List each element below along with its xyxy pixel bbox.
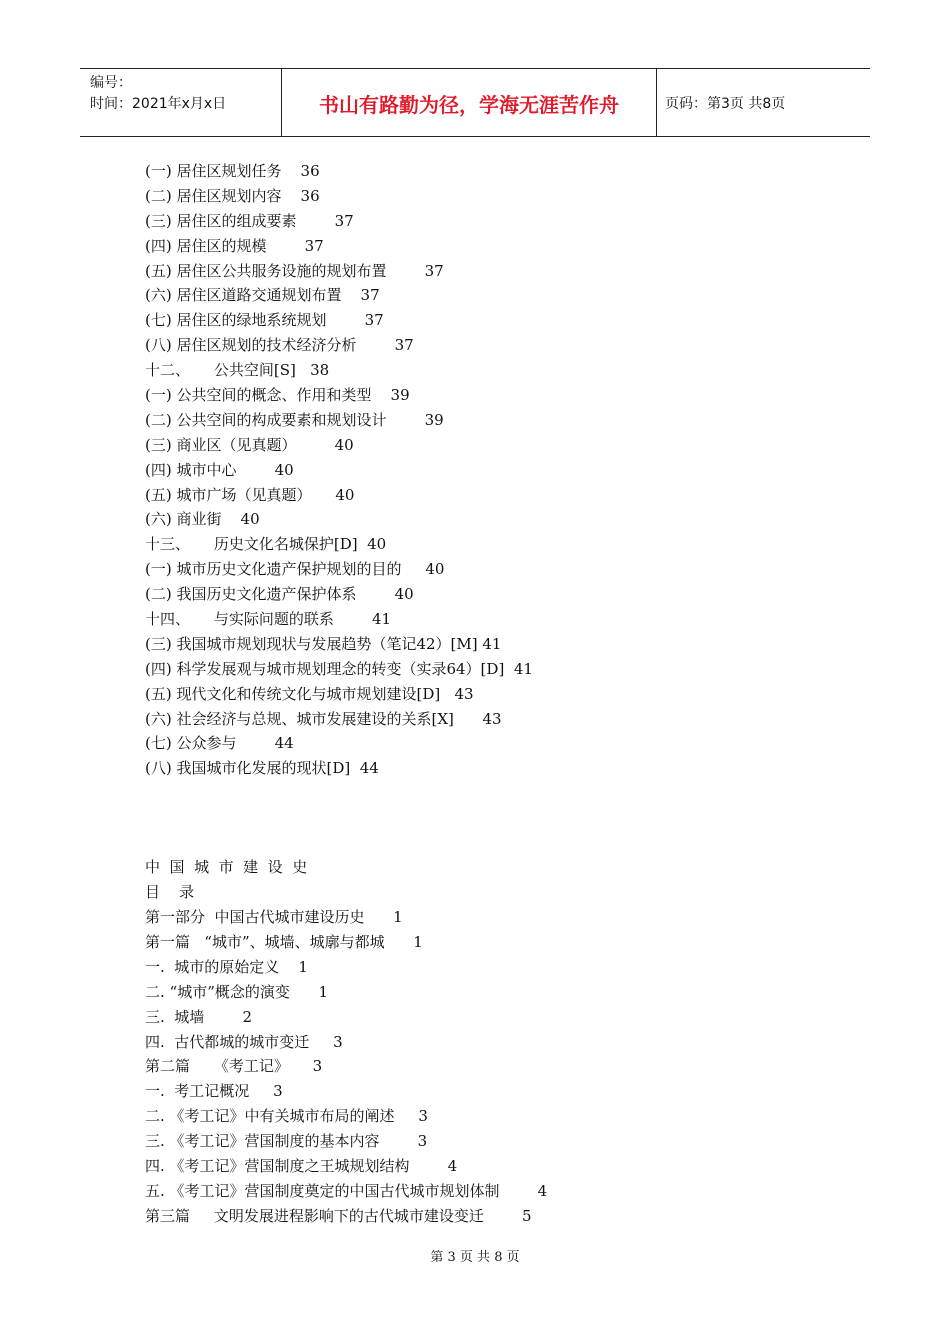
toc-entry: (六) 居住区道路交通规划布置 37 [145, 286, 380, 305]
header-info [90, 73, 280, 115]
toc-entry: (一) 居住区规划任务 36 [145, 162, 320, 180]
toc-entry: 二. “城市”概念的演变 1 [145, 982, 329, 1001]
toc-section-urban-planning [145, 159, 845, 781]
toc-part-heading: 第一部分 中国古代城市建设历史 1 [145, 908, 403, 927]
toc-entry: (一) 公共空间的概念、作用和类型 39 [145, 386, 410, 405]
toc-entry: 一. 考工记概况 3 [145, 1082, 283, 1101]
toc-chapter-heading: 第一篇 “城市”、城墙、城廓与都城 1 [145, 932, 423, 951]
toc-entry: 四. 《考工记》营国制度之王城规划结构 4 [145, 1156, 458, 1175]
toc-chapter-heading: 第三篇 文明发展进程影响下的古代城市建设变迁 5 [145, 1206, 532, 1225]
toc-entry: (二) 我国历史文化遗产保护体系 40 [145, 585, 414, 604]
toc-entry: 三. 城墙 2 [145, 1007, 252, 1026]
toc-chapter-heading: 十二、 公共空间[S] 38 [145, 361, 330, 380]
table-of-contents [145, 159, 845, 1229]
toc-entry: (八) 居住区规划的技术经济分析 37 [145, 336, 414, 355]
toc-entry: (七) 公众参与 44 [145, 734, 294, 753]
toc-heading: 目 录 [145, 883, 195, 902]
toc-entry: 三. 《考工记》营国制度的基本内容 3 [145, 1132, 428, 1151]
toc-entry: (三) 居住区的组成要素 37 [145, 211, 354, 230]
toc-entry: (四) 科学发展观与城市规划理念的转变（实录64）[D] 41 [145, 659, 533, 678]
page-footer: 第 3 页 共 8 页 [430, 1250, 520, 1265]
toc-entry: (八) 我国城市化发展的现状[D] 44 [145, 759, 379, 778]
toc-chapter-heading: 第二篇 《考工记》 3 [145, 1057, 323, 1076]
toc-entry: (四) 居住区的规模 37 [145, 236, 324, 255]
toc-chapter-heading: 十三、 历史文化名城保护[D] 40 [145, 535, 387, 554]
toc-entry: (二) 公共空间的构成要素和规划设计 39 [145, 410, 444, 429]
toc-entry: (三) 我国城市规划现状与发展趋势（笔记42）[M] 41 [145, 634, 502, 653]
toc-entry: (二) 居住区规划内容 36 [145, 186, 320, 205]
document-time-label: 时间：2021年x月x日 [90, 96, 227, 112]
toc-entry: 二. 《考工记》中有关城市布局的阐述 3 [145, 1107, 428, 1126]
toc-entry: (四) 城市中心 40 [145, 460, 294, 479]
toc-chapter-heading: 十四、 与实际问题的联系 41 [145, 610, 392, 629]
toc-entry: 四. 古代都城的城市变迁 3 [145, 1032, 343, 1051]
toc-entry: (七) 居住区的绿地系统规划 37 [145, 311, 384, 330]
document-number-label: 编号： [90, 75, 132, 91]
toc-entry: (六) 商业街 40 [145, 510, 260, 529]
toc-entry: (五) 城市广场（见真题） 40 [145, 485, 355, 504]
toc-entry: (六) 社会经济与总规、城市发展建设的关系[X] 43 [145, 709, 502, 728]
toc-entry: 五. 《考工记》营国制度奠定的中国古代城市规划体制 4 [145, 1181, 548, 1200]
toc-entry: (一) 城市历史文化遗产保护规划的目的 40 [145, 560, 445, 579]
header-page-code: 页码：第3页 共8页 [665, 96, 786, 112]
toc-entry: (五) 现代文化和传统文化与城市规划建设[D] 43 [145, 684, 474, 703]
section-title: 中 国 城 市 建 设 史 [145, 858, 308, 877]
toc-entry: (五) 居住区公共服务设施的规划布置 37 [145, 261, 444, 280]
toc-entry: 一. 城市的原始定义 1 [145, 957, 308, 976]
header-motto: 书山有路勤为径，学海无涯苦作舟 [319, 93, 619, 117]
section-spacer [145, 781, 845, 855]
toc-entry: (三) 商业区（见真题） 40 [145, 435, 354, 454]
page-header [80, 68, 870, 137]
toc-section-chinese-urban-history [145, 855, 845, 1228]
header-divider [656, 69, 657, 136]
